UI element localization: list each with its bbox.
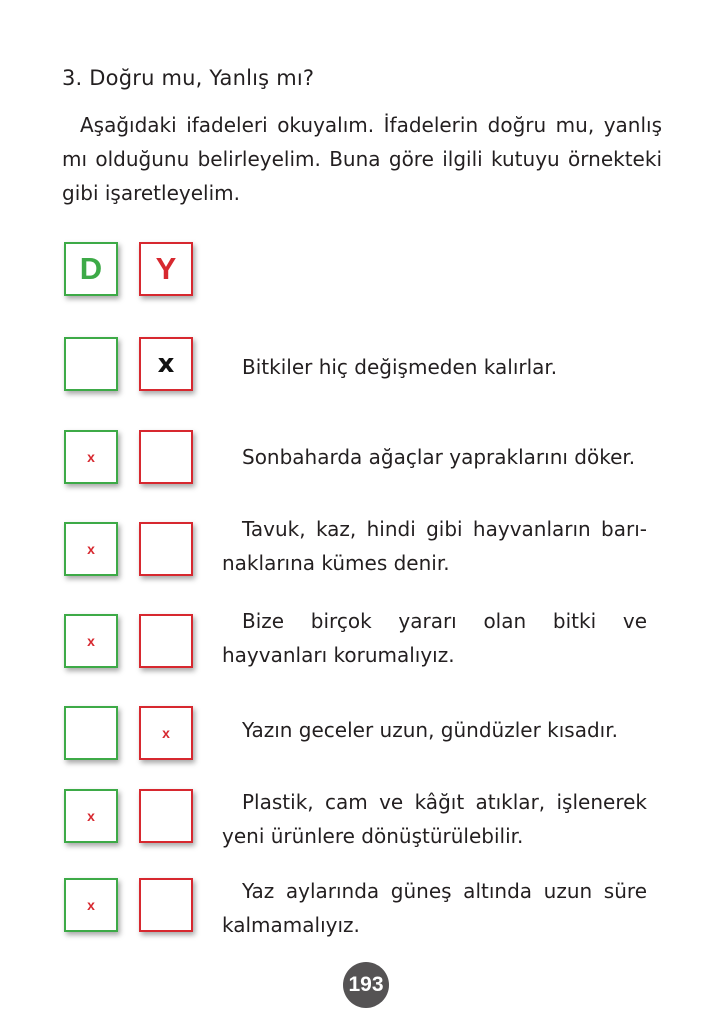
header-true-box [64,242,118,296]
item-5-true-mark: x [87,808,95,824]
item-2-true-checkbox[interactable] [64,522,118,576]
item-1-false-checkbox[interactable] [139,430,193,484]
header-false-label: Y [155,251,177,286]
item-1-statement: Sonbaharda ağaçlar yapraklarını döker. [242,445,636,469]
example-true-checkbox[interactable] [64,337,118,391]
item-2-true-mark: x [87,541,95,557]
item-4-true-checkbox[interactable] [64,706,118,760]
item-5-statement: Plastik, cam ve kâğıt atıklar, işlenerek yeni ürünlere dönüştürülebilir. [222,790,647,848]
instructions-text: Aşağıdaki ifadeleri okuyalım. İfadelerin doğru mu, yanlış mı olduğunu belirleyelim. Buna göre ilgili kutuyu örnekteki gibi işaretleyelim. [62,113,662,205]
item-2-statement: Tavuk, kaz, hindi gibi hayvanların barı-naklarına kümes denir. [222,517,647,575]
item-2-false-checkbox[interactable] [139,522,193,576]
page-number-badge [343,962,389,1008]
item-6-true-checkbox[interactable] [64,878,118,932]
item-4-false-checkbox[interactable] [139,706,193,760]
header-false-box [139,242,193,296]
item-1-true-mark: x [87,449,95,465]
example-statement: Bitkiler hiç değişmeden kalırlar. [242,355,558,379]
item-3-false-checkbox[interactable] [139,614,193,668]
item-1-true-checkbox[interactable] [64,430,118,484]
section-title: 3. Doğru mu, Yanlış mı? [62,66,315,90]
item-5-true-checkbox[interactable] [64,789,118,843]
item-3-true-mark: x [87,633,95,649]
item-6-true-mark: x [87,897,95,913]
header-true-label: D [79,251,103,286]
example-false-checkbox[interactable] [139,337,193,391]
item-5-false-checkbox[interactable] [139,789,193,843]
example-false-mark: x [157,349,175,379]
page-number: 193 [348,973,384,996]
item-6-statement: Yaz aylarında güneş altında uzun süre kalmamalıyız. [222,879,647,937]
item-6-false-checkbox[interactable] [139,878,193,932]
item-4-statement: Yazın geceler uzun, gündüzler kısadır. [242,718,618,742]
item-4-false-mark: x [162,725,170,741]
item-3-true-checkbox[interactable] [64,614,118,668]
item-3-statement: Bize birçok yararı olan bitki ve hayvanları korumalıyız. [222,609,647,667]
